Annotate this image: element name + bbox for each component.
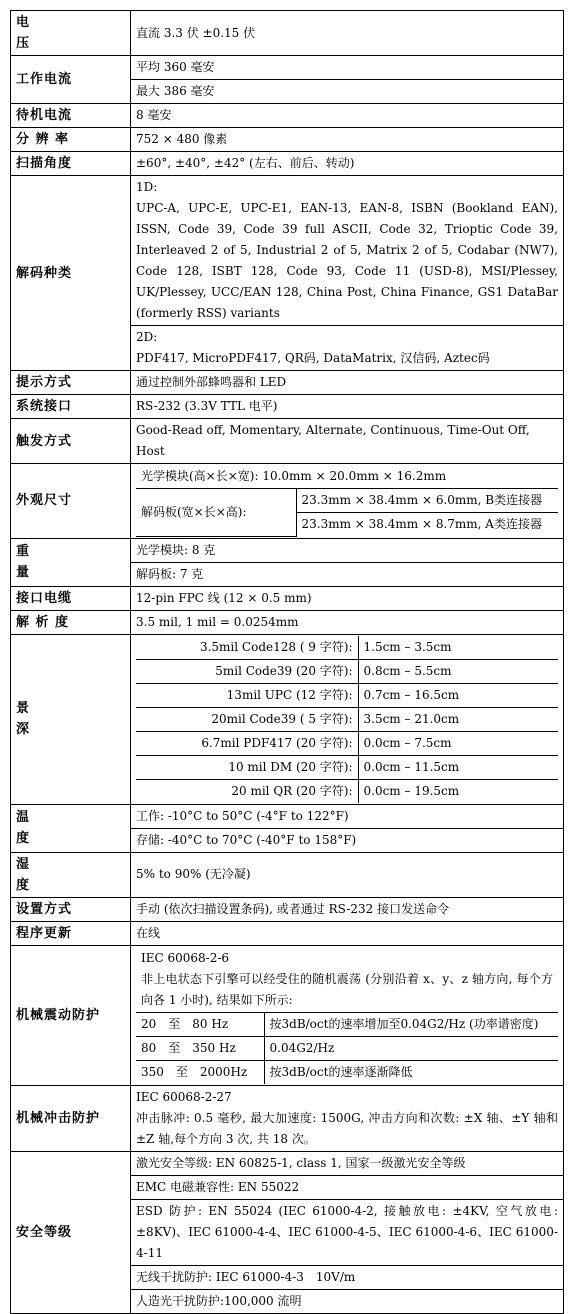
value-current-max: 最大 386 毫安	[131, 80, 564, 104]
label-voltage: 电 压	[11, 11, 131, 56]
depth-row	[136, 636, 558, 660]
depth-code: 10 mil DM (20 字符):	[136, 755, 358, 779]
label-resolution: 分 辨 率	[11, 128, 131, 152]
value-setup: 手动 (依次扫描设置条码), 或者通过 RS-232 接口发送命令	[131, 897, 564, 921]
row-decode-1d	[11, 176, 564, 326]
row-standby	[11, 104, 564, 128]
row-angle	[11, 152, 564, 176]
label-interface: 系统接口	[11, 395, 131, 419]
vibration-desc-cell	[136, 947, 558, 1013]
vibration-spec: 按3dB/oct的速率逐渐降低	[264, 1060, 558, 1084]
depth-range: 0.8cm – 5.5cm	[358, 659, 558, 683]
value-safety-radio: 无线干扰防护: IEC 61000-4-3 10V/m	[131, 1265, 564, 1289]
vibration-row	[136, 1036, 558, 1060]
depth-range: 1.5cm – 3.5cm	[358, 636, 558, 660]
value-current-avg: 平均 360 毫安	[131, 56, 564, 80]
label-decode: 解码种类	[11, 176, 131, 371]
depth-range: 3.5cm – 21.0cm	[358, 707, 558, 731]
row-precision	[11, 610, 564, 634]
value-temperature-work: 工作: -10°C to 50°C (-4°F to 122°F)	[131, 804, 564, 828]
value-humidity: 5% to 90% (无冷凝)	[131, 852, 564, 897]
value-safety-ambient: 人造光干扰防护:100,000 流明	[131, 1289, 564, 1313]
decode-1d-list: UPC-A, UPC-E, UPC-E1, EAN-13, EAN-8, ISBN (Bookland EAN), ISSN, Code 39, Code 39 full ASCII, Code 32, Trioptic Code 39, Interleaved 2 of 5, Industrial 2 of 5, Matrix 2 of 5, Codabar (NW7), Code 128, ISBT 128, Code 93, Code 11 (USD-8), MSI/Plessey, UK/Plessey, UCC/EAN 128, China Post, China Finance, GS1 DataBar (formerly RSS) variants	[136, 201, 558, 320]
vibration-range: 80 至 350 Hz	[136, 1036, 264, 1060]
depth-row	[136, 779, 558, 803]
depth-code: 3.5mil Code128 ( 9 字符):	[136, 636, 358, 660]
depth-range: 0.7cm – 16.5cm	[358, 683, 558, 707]
depth-range: 0.0cm – 19.5cm	[358, 779, 558, 803]
value-weight-board: 解码板: 7 克	[131, 562, 564, 586]
depth-row	[136, 659, 558, 683]
shock-desc: 冲击脉冲: 0.5 毫秒, 最大加速度: 1500G, 冲击方向和次数: ±X 轴、±Y 轴和±Z 轴,每个方向 3 次, 共 18 次。	[136, 1110, 558, 1146]
value-decode-1d	[131, 176, 564, 326]
depth-code: 5mil Code39 (20 字符):	[136, 659, 358, 683]
row-safety-laser	[11, 1151, 564, 1175]
row-update	[11, 921, 564, 945]
vibration-desc: 非上电状态下引擎可以经受住的随机震荡 (分别沿着 x、y、z 轴方向, 每个方向各 1 小时), 结果如下所示:	[141, 971, 553, 1007]
vibration-range: 350 至 2000Hz	[136, 1060, 264, 1084]
row-depth	[11, 634, 564, 804]
row-voltage	[11, 11, 564, 56]
row-current-avg	[11, 56, 564, 80]
value-safety-emc: EMC 电磁兼容性: EN 55022	[131, 1175, 564, 1199]
dimensions-board-a: 23.3mm × 38.4mm × 8.7mm, A类连接器	[296, 513, 558, 537]
label-standby: 待机电流	[11, 104, 131, 128]
value-voltage: 直流 3.3 伏 ±0.15 伏	[131, 11, 564, 56]
value-update: 在线	[131, 921, 564, 945]
depth-row	[136, 731, 558, 755]
row-temperature-work	[11, 804, 564, 828]
label-humidity: 湿 度	[11, 852, 131, 897]
depth-subtable	[136, 636, 558, 803]
row-cable	[11, 586, 564, 610]
value-shock	[131, 1085, 564, 1151]
row-vibration	[11, 945, 564, 1085]
vibration-range: 20 至 80 Hz	[136, 1012, 264, 1036]
row-weight-optical	[11, 538, 564, 562]
depth-code: 13mil UPC (12 字符):	[136, 683, 358, 707]
vibration-subtable	[136, 947, 558, 1084]
label-angle: 扫描角度	[11, 152, 131, 176]
depth-row	[136, 755, 558, 779]
value-temperature-store: 存储: -40°C to 70°C (-40°F to 158°F)	[131, 828, 564, 852]
label-dimensions: 外观尺寸	[11, 464, 131, 539]
label-weight: 重 量	[11, 538, 131, 586]
label-prompt: 提示方式	[11, 371, 131, 395]
vibration-row	[136, 1060, 558, 1084]
dimensions-board-label: 解码板(宽×长×高):	[136, 489, 296, 537]
value-cable: 12-pin FPC 线 (12 × 0.5 mm)	[131, 586, 564, 610]
value-prompt: 通过控制外部蜂鸣器和 LED	[131, 371, 564, 395]
dimensions-board-b: 23.3mm × 38.4mm × 6.0mm, B类连接器	[296, 489, 558, 513]
decode-2d-title: 2D:	[136, 330, 158, 344]
value-dimensions	[131, 464, 564, 539]
row-resolution	[11, 128, 564, 152]
value-weight-optical: 光学模块: 8 克	[131, 538, 564, 562]
vibration-standard: IEC 60068-2-6	[141, 950, 230, 965]
label-update: 程序更新	[11, 921, 131, 945]
label-safety: 安全等级	[11, 1151, 131, 1313]
depth-row	[136, 707, 558, 731]
spec-table	[10, 10, 564, 1314]
vibration-row	[136, 1012, 558, 1036]
value-vibration	[131, 945, 564, 1085]
depth-code: 6.7mil PDF417 (20 字符):	[136, 731, 358, 755]
row-shock	[11, 1085, 564, 1151]
label-current: 工作电流	[11, 56, 131, 104]
value-safety-esd: ESD 防护: EN 55024 (IEC 61000-4-2, 接触放电: ±4KV, 空气放电: ±8KV)、IEC 61000-4-4、IEC 61000-4-5、IEC 61000-4-6、IEC 61000-4-11	[131, 1199, 564, 1265]
vibration-spec: 0.04G2/Hz	[264, 1036, 558, 1060]
label-depth: 景 深	[11, 634, 131, 804]
shock-standard: IEC 60068-2-27	[136, 1089, 232, 1104]
depth-range: 0.0cm – 11.5cm	[358, 755, 558, 779]
dimensions-optical: 光学模块(高×长×宽): 10.0mm × 20.0mm × 16.2mm	[136, 465, 558, 489]
row-humidity	[11, 852, 564, 897]
row-interface	[11, 395, 564, 419]
decode-1d-title: 1D:	[136, 180, 158, 194]
label-vibration: 机械震动防护	[11, 945, 131, 1085]
value-depth	[131, 634, 564, 804]
value-resolution: 752 × 480 像素	[131, 128, 564, 152]
depth-code: 20 mil QR (20 字符):	[136, 779, 358, 803]
value-interface: RS-232 (3.3V TTL 电平)	[131, 395, 564, 419]
value-angle: ±60°, ±40°, ±42° (左右、前后、转动)	[131, 152, 564, 176]
depth-range: 0.0cm – 7.5cm	[358, 731, 558, 755]
depth-code: 20mil Code39 ( 5 字符):	[136, 707, 358, 731]
depth-row	[136, 683, 558, 707]
label-setup: 设置方式	[11, 897, 131, 921]
label-shock: 机械冲击防护	[11, 1085, 131, 1151]
row-setup	[11, 897, 564, 921]
label-precision: 解 析 度	[11, 610, 131, 634]
value-standby: 8 毫安	[131, 104, 564, 128]
value-trigger: Good-Read off, Momentary, Alternate, Continuous, Time-Out Off, Host	[131, 419, 564, 464]
row-prompt	[11, 371, 564, 395]
value-decode-2d	[131, 326, 564, 371]
value-safety-laser: 激光安全等级: EN 60825-1, class 1, 国家一级激光安全等级	[131, 1151, 564, 1175]
dimensions-subtable	[136, 465, 558, 537]
row-dimensions	[11, 464, 564, 539]
vibration-spec: 按3dB/oct的速率增加至0.04G2/Hz (功率谱密度)	[264, 1012, 558, 1036]
row-trigger	[11, 419, 564, 464]
label-trigger: 触发方式	[11, 419, 131, 464]
label-cable: 接口电缆	[11, 586, 131, 610]
value-precision: 3.5 mil, 1 mil = 0.0254mm	[131, 610, 564, 634]
label-temperature: 温 度	[11, 804, 131, 852]
decode-2d-list: PDF417, MicroPDF417, QR码, DataMatrix, 汉信码, Aztec码	[136, 351, 490, 365]
